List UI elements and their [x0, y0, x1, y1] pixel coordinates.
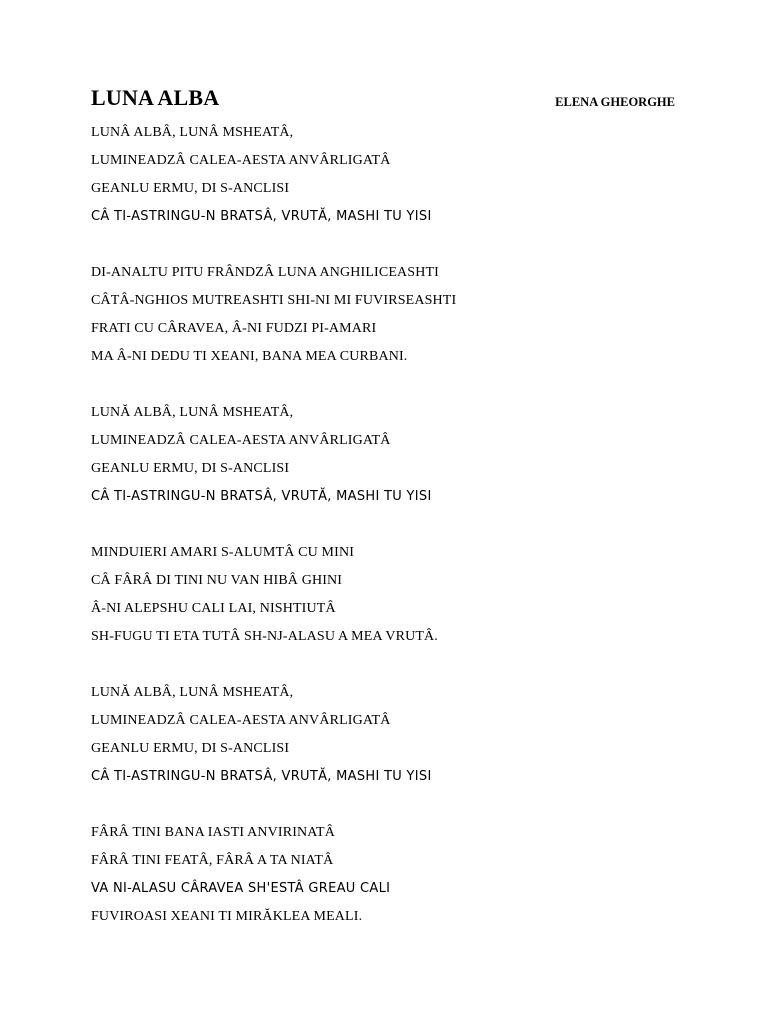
- poem-line: FÂRÂ TINI FEATÂ, FÂRÂ A TA NIATÂ: [91, 853, 334, 868]
- poem-line: CÂTÂ-NGHIOS MUTREASHTI SHI-NI MI FUVIRSEASHTI: [91, 293, 457, 308]
- stanza-6: [91, 819, 711, 931]
- poem-line: FÂRÂ TINI BANA IASTI ANVIRINATÂ: [91, 825, 335, 840]
- poem-line: Â-NI ALEPSHU CALI LAI, NISHTIUTÂ: [91, 601, 336, 616]
- poem-line: CÂ FÂRÂ DI TINI NU VAN HIBÂ GHINI: [91, 573, 343, 588]
- stanza-gap: [91, 791, 711, 819]
- stanza-gap: [91, 231, 711, 259]
- poem-line: LUNĂ ALBÂ, LUNÂ MSHEATÂ,: [91, 405, 294, 420]
- poem-line: DI-ANALTU PITU FRÂNDZÂ LUNA ANGHILICEASHTI: [91, 265, 439, 280]
- poem-line: FUVIROASI XEANI TI MIRĂKLEA MEALI.: [91, 909, 363, 924]
- poem-line: CÂ TI-ASTRINGU-N BRATSÂ, VRUTĂ, MASHI TU YISI: [91, 209, 432, 224]
- poem-line: FRATI CU CÂRAVEA, Â-NI FUDZI PI-AMARI: [91, 321, 377, 336]
- poem-line: VA NI-ALASU CÂRAVEA SH'ESTÂ GREAU CALI: [91, 881, 391, 896]
- poem-line: MA Â-NI DEDU TI XEANI, BANA MEA CURBANI.: [91, 349, 408, 364]
- stanza-3: [91, 399, 711, 511]
- stanza-gap: [91, 651, 711, 679]
- stanza-4: [91, 539, 711, 651]
- poem-line: SH-FUGU TI ETA TUTÂ SH-NJ-ALASU A MEA VRUTÂ.: [91, 629, 438, 644]
- poem-line: LUMINEADZÂ CALEA-AESTA ANVÂRLIGATÂ: [91, 153, 391, 168]
- stanza-2: [91, 259, 711, 371]
- poem-line: LUMINEADZÂ CALEA-AESTA ANVÂRLIGATÂ: [91, 713, 391, 728]
- poem-line: LUNĂ ALBÂ, LUNÂ MSHEATÂ,: [91, 685, 294, 700]
- stanza-5: [91, 679, 711, 791]
- document-author: ELENA GHEORGHE: [555, 95, 675, 109]
- document-title: LUNA ALBA: [91, 85, 220, 110]
- poem-line: GEANLU ERMU, DI S-ANCLISI: [91, 181, 290, 196]
- stanza-gap: [91, 371, 711, 399]
- poem-line: LUNÂ ALBÂ, LUNÂ MSHEATÂ,: [91, 125, 294, 140]
- poem-line: MINDUIERI AMARI S-ALUMTÂ CU MINI: [91, 545, 355, 560]
- poem-line: CÂ TI-ASTRINGU-N BRATSÂ, VRUTĂ, MASHI TU YISI: [91, 489, 432, 504]
- poem-line: GEANLU ERMU, DI S-ANCLISI: [91, 461, 290, 476]
- poem-line: CÂ TI-ASTRINGU-N BRATSÂ, VRUTĂ, MASHI TU YISI: [91, 769, 432, 784]
- poem-line: LUMINEADZÂ CALEA-AESTA ANVÂRLIGATÂ: [91, 433, 391, 448]
- poem-line: GEANLU ERMU, DI S-ANCLISI: [91, 741, 290, 756]
- poem-body: [91, 119, 711, 931]
- stanza-gap: [91, 511, 711, 539]
- stanza-1: [91, 119, 711, 231]
